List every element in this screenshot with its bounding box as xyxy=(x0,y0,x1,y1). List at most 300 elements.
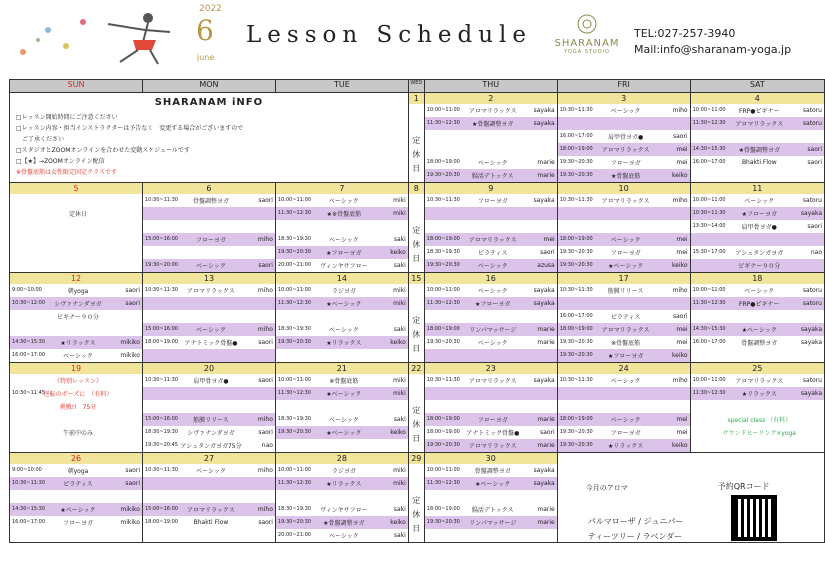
lesson-row[interactable] xyxy=(10,439,142,452)
day-cell[interactable] xyxy=(557,93,690,183)
lesson-row[interactable] xyxy=(10,490,142,503)
lesson-row[interactable] xyxy=(143,259,275,272)
day-cell[interactable] xyxy=(408,183,424,273)
lesson-row[interactable] xyxy=(143,336,275,349)
lesson-row[interactable] xyxy=(691,104,824,117)
week-row xyxy=(10,363,825,453)
lesson-row[interactable] xyxy=(276,439,408,452)
lesson-row[interactable] xyxy=(276,336,408,349)
lesson-row[interactable] xyxy=(10,323,142,336)
lesson-time: 18:30~19:30 xyxy=(144,429,178,435)
lesson-row[interactable] xyxy=(691,259,824,272)
date-number: 17 xyxy=(558,273,690,284)
lesson-row[interactable] xyxy=(276,284,408,297)
lesson-name: フローヨガ xyxy=(62,520,93,527)
lesson-name: 筋膜リリース xyxy=(193,417,229,424)
closed-label: 定休日 xyxy=(412,136,421,173)
lesson-row[interactable] xyxy=(558,233,690,246)
lesson-row[interactable] xyxy=(425,477,557,490)
lesson-time: 16:00~17:00 xyxy=(12,352,46,358)
lesson-name: ★リラックス xyxy=(741,391,777,398)
lesson-row[interactable] xyxy=(425,220,557,233)
instructor: saki xyxy=(393,416,406,423)
lesson-row[interactable] xyxy=(425,246,557,259)
day-cell[interactable] xyxy=(408,363,424,453)
lesson-row[interactable] xyxy=(143,464,275,477)
weekday-wed: WED xyxy=(408,80,424,93)
lesson-row[interactable] xyxy=(276,323,408,336)
lesson-row[interactable] xyxy=(10,349,142,362)
lesson-time: 19:30~20:30 xyxy=(426,172,460,178)
lesson-row[interactable] xyxy=(558,439,690,452)
lesson-name: ★ベーシック xyxy=(326,391,362,398)
day-cell[interactable] xyxy=(557,363,690,453)
day-cell[interactable] xyxy=(275,273,408,363)
lesson-name: 骨盤調整ヨガ xyxy=(192,198,229,205)
lesson-row[interactable] xyxy=(425,439,557,452)
lesson-row[interactable] xyxy=(276,503,408,516)
day-cell[interactable] xyxy=(10,183,143,273)
lesson-row[interactable] xyxy=(10,259,142,272)
instructor: sayaka xyxy=(533,480,555,487)
year: 2022 xyxy=(199,4,222,14)
lesson-time: 19:30~20:30 xyxy=(559,339,593,345)
instructor: saori xyxy=(125,300,140,307)
lesson-row[interactable] xyxy=(143,426,275,439)
lesson-name: ★リラックス xyxy=(326,340,362,347)
lesson-time: 10:00~11:00 xyxy=(692,377,726,383)
lesson-row[interactable] xyxy=(143,400,275,413)
lesson-row[interactable] xyxy=(691,387,824,400)
lesson-name: ラジヨガ xyxy=(331,468,356,475)
lesson-row[interactable] xyxy=(10,426,142,439)
day-cell[interactable] xyxy=(424,363,557,453)
instructor: marie xyxy=(537,159,555,166)
day-cell[interactable] xyxy=(557,273,690,363)
lesson-row[interactable] xyxy=(10,477,142,490)
instructor: satoru xyxy=(802,197,822,204)
lesson-name: FRP●ピギナー xyxy=(739,301,780,308)
day-cell[interactable] xyxy=(690,363,824,453)
lesson-name: ★フローヨガ xyxy=(741,211,777,218)
lesson-row[interactable] xyxy=(558,143,690,156)
lesson-row[interactable] xyxy=(425,464,557,477)
weekday-tue: TUE xyxy=(275,80,408,93)
lesson-name: ベーシック xyxy=(196,263,226,270)
lesson-row[interactable] xyxy=(276,297,408,310)
aroma-line: ティーツリー / ラベンダー xyxy=(587,532,683,541)
lesson-row[interactable] xyxy=(425,426,557,439)
lesson-row[interactable] xyxy=(10,516,142,529)
lesson-row[interactable] xyxy=(558,220,690,233)
lesson-row[interactable] xyxy=(425,336,557,349)
date-number: 7 xyxy=(276,183,408,194)
day-cell[interactable] xyxy=(424,183,557,273)
lesson-row[interactable] xyxy=(425,490,557,503)
instructor: mei xyxy=(676,416,688,423)
lesson-time: 18:00~19:00 xyxy=(426,159,460,165)
lesson-row[interactable] xyxy=(425,387,557,400)
instructor: keiko xyxy=(390,429,406,436)
lesson-name: ※骨盤底筋 xyxy=(611,340,641,347)
lesson-row[interactable] xyxy=(276,194,408,207)
lesson-row[interactable] xyxy=(691,169,824,182)
lesson-name: ヴィンヤサフロー xyxy=(320,263,368,270)
instructor: nao xyxy=(810,249,822,256)
date-number: 25 xyxy=(691,363,824,374)
lesson-row[interactable] xyxy=(276,220,408,233)
lesson-row[interactable] xyxy=(276,310,408,323)
lesson-time: 20:00~21:00 xyxy=(277,262,311,268)
lesson-name: 肩甲骨ヨガ● xyxy=(608,134,644,141)
lesson-name: 骨盤調整ヨガ xyxy=(474,468,511,475)
day-cell[interactable] xyxy=(557,183,690,273)
lesson-time: 11:30~12:30 xyxy=(277,480,311,486)
lesson-row[interactable] xyxy=(425,310,557,323)
day-cell[interactable] xyxy=(424,93,557,183)
lesson-row[interactable] xyxy=(558,349,690,362)
lesson-row[interactable] xyxy=(691,156,824,169)
lesson-row[interactable] xyxy=(691,310,824,323)
lesson-row[interactable] xyxy=(558,297,690,310)
lesson-time: 14:30~15:30 xyxy=(692,326,726,332)
lesson-name: ★リラックス xyxy=(608,443,644,450)
lesson-row[interactable] xyxy=(276,374,408,387)
lesson-row[interactable] xyxy=(558,194,690,207)
date-number: 28 xyxy=(276,453,408,464)
lesson-row[interactable] xyxy=(691,297,824,310)
lesson-row[interactable] xyxy=(558,426,690,439)
date-number: 16 xyxy=(425,273,557,284)
lesson-name: アロマリラックス xyxy=(468,237,517,244)
lesson-row[interactable] xyxy=(143,439,275,452)
lesson-row[interactable] xyxy=(425,297,557,310)
lesson-row[interactable] xyxy=(143,413,275,426)
lesson-name: 逆転のポーズに （有料） xyxy=(43,391,113,398)
lesson-row[interactable] xyxy=(691,233,824,246)
lesson-row[interactable] xyxy=(276,233,408,246)
lesson-name: ベーシック xyxy=(477,263,508,270)
lesson-name: ベーシック xyxy=(328,198,359,205)
lesson-row[interactable] xyxy=(276,246,408,259)
lesson-name: リンパマッサージ xyxy=(469,520,517,527)
lesson-row[interactable] xyxy=(691,143,824,156)
lesson-row[interactable] xyxy=(10,310,142,323)
lesson-row[interactable] xyxy=(10,413,142,426)
lesson-name: ★リラックス xyxy=(326,481,362,488)
lesson-row[interactable] xyxy=(691,130,824,143)
lesson-row[interactable] xyxy=(558,387,690,400)
lesson-row[interactable] xyxy=(691,194,824,207)
instructor: marie xyxy=(537,416,555,423)
lesson-time: 19:30~20:30 xyxy=(559,442,593,448)
lesson-name: アロマリラックス xyxy=(601,147,650,154)
lesson-row[interactable] xyxy=(143,220,275,233)
lesson-row[interactable] xyxy=(276,516,408,529)
lesson-row[interactable] xyxy=(691,207,824,220)
lesson-row[interactable] xyxy=(691,246,824,259)
instructor: miho xyxy=(672,377,688,384)
instructor: marie xyxy=(537,326,555,333)
lesson-time: 14:30~15:30 xyxy=(692,146,726,152)
instructor: marie xyxy=(537,339,555,346)
lesson-row[interactable] xyxy=(691,400,824,413)
lesson-row[interactable] xyxy=(558,207,690,220)
lesson-row[interactable] xyxy=(143,284,275,297)
instructor: mei xyxy=(676,429,688,436)
closed-label: 定休日 xyxy=(412,226,421,263)
lesson-row[interactable] xyxy=(558,156,690,169)
lesson-row[interactable] xyxy=(10,503,142,516)
lesson-row[interactable] xyxy=(276,477,408,490)
day-cell[interactable] xyxy=(275,183,408,273)
lesson-row[interactable] xyxy=(10,220,142,233)
lesson-row[interactable] xyxy=(10,387,142,400)
lesson-row[interactable] xyxy=(143,349,275,362)
day-cell[interactable] xyxy=(10,273,143,363)
date-number: 14 xyxy=(276,273,408,284)
lesson-row[interactable] xyxy=(691,426,824,439)
lesson-name: フローヨガ xyxy=(610,250,641,257)
lesson-row[interactable] xyxy=(558,336,690,349)
lesson-row[interactable] xyxy=(276,490,408,503)
lesson-row[interactable] xyxy=(425,413,557,426)
lesson-row[interactable] xyxy=(558,259,690,272)
lesson-row[interactable] xyxy=(425,323,557,336)
lesson-row[interactable] xyxy=(691,323,824,336)
lesson-row[interactable] xyxy=(143,516,275,529)
day-cell[interactable] xyxy=(408,93,424,183)
lesson-row[interactable] xyxy=(10,374,142,387)
lesson-time: 10:00~11:00 xyxy=(426,287,460,293)
lesson-row[interactable] xyxy=(10,464,142,477)
lesson-name: Bhakti Flow xyxy=(193,519,229,526)
lesson-row[interactable] xyxy=(425,259,557,272)
day-cell[interactable] xyxy=(690,93,824,183)
lesson-row[interactable] xyxy=(10,400,142,413)
lesson-row[interactable] xyxy=(558,130,690,143)
lesson-row[interactable] xyxy=(143,194,275,207)
instructor: mei xyxy=(676,159,688,166)
instructor: saki xyxy=(393,326,406,333)
instructor: saki xyxy=(393,506,406,513)
lesson-row[interactable] xyxy=(276,464,408,477)
lesson-row[interactable] xyxy=(143,490,275,503)
info-line: ご了承ください xyxy=(16,136,65,143)
week-row xyxy=(10,273,825,363)
lesson-row[interactable] xyxy=(143,233,275,246)
lesson-name: ベーシック xyxy=(196,327,226,334)
lesson-row[interactable] xyxy=(425,130,557,143)
lesson-name: アシュタンガヨガ75分 xyxy=(180,443,242,450)
instructor: miho xyxy=(672,287,688,294)
instructor: keiko xyxy=(672,172,688,179)
lesson-time: 10:30~11:30 xyxy=(144,197,178,203)
lesson-row[interactable] xyxy=(10,297,142,310)
instructor: sayaka xyxy=(800,339,822,346)
lesson-row[interactable] xyxy=(276,400,408,413)
day-cell[interactable] xyxy=(10,363,143,453)
lesson-row[interactable] xyxy=(425,233,557,246)
lesson-time: 10:00~11:00 xyxy=(426,467,460,473)
lesson-row[interactable] xyxy=(143,297,275,310)
lesson-name: シヴァナンダヨガ xyxy=(187,430,235,437)
day-cell[interactable] xyxy=(275,453,408,543)
lesson-row[interactable] xyxy=(558,400,690,413)
lesson-time: 11:30~12:30 xyxy=(277,390,311,396)
day-cell[interactable] xyxy=(690,273,824,363)
instructor: mei xyxy=(676,249,688,256)
lesson-row[interactable] xyxy=(143,207,275,220)
lesson-row[interactable] xyxy=(425,503,557,516)
lesson-row[interactable] xyxy=(558,104,690,117)
lesson-row[interactable] xyxy=(143,246,275,259)
lesson-row[interactable] xyxy=(425,349,557,362)
lesson-row[interactable] xyxy=(558,323,690,336)
day-cell[interactable] xyxy=(424,273,557,363)
lesson-row[interactable] xyxy=(558,117,690,130)
lesson-row[interactable] xyxy=(10,246,142,259)
lesson-row[interactable] xyxy=(558,374,690,387)
lesson-row[interactable] xyxy=(10,336,142,349)
lesson-time: 18:30~19:30 xyxy=(277,236,311,242)
lesson-row[interactable] xyxy=(425,143,557,156)
lesson-row[interactable] xyxy=(10,233,142,246)
lesson-row[interactable] xyxy=(558,246,690,259)
lesson-name: 朝yoga xyxy=(67,468,89,475)
info-note: ※骨盤底筋は女性限定固定クラスです xyxy=(16,169,117,176)
lesson-row[interactable] xyxy=(558,169,690,182)
lesson-name: 腸活デトックス xyxy=(471,173,514,180)
lesson-row[interactable] xyxy=(10,284,142,297)
lesson-row[interactable] xyxy=(425,169,557,182)
day-cell[interactable] xyxy=(142,453,275,543)
lesson-row[interactable] xyxy=(691,413,824,426)
lesson-row[interactable] xyxy=(143,323,275,336)
info-title: SHARANAM iNFO xyxy=(154,97,264,108)
instructor: miho xyxy=(672,197,688,204)
instructor: satoru xyxy=(802,287,822,294)
lesson-row[interactable] xyxy=(425,374,557,387)
date-number: 21 xyxy=(276,363,408,374)
day-cell[interactable] xyxy=(142,183,275,273)
lesson-time: 19:30~20:30 xyxy=(277,249,311,255)
lesson-name: アロマリラックス xyxy=(735,121,784,128)
lesson-row[interactable] xyxy=(691,439,824,452)
lesson-row[interactable] xyxy=(276,259,408,272)
lesson-row[interactable] xyxy=(276,349,408,362)
day-cell[interactable] xyxy=(408,453,424,543)
lesson-row[interactable] xyxy=(691,220,824,233)
lesson-name: ★ベーシック xyxy=(326,430,362,437)
lesson-name: ベーシック xyxy=(328,417,359,424)
lesson-row[interactable] xyxy=(276,207,408,220)
lesson-name: ★フローヨガ xyxy=(326,250,362,257)
lesson-row[interactable] xyxy=(425,516,557,529)
lesson-time: 10:30~11:30 xyxy=(144,377,178,383)
mail[interactable]: Mail:info@sharanam-yoga.jp xyxy=(634,43,792,56)
lesson-time: 16:00~17:00 xyxy=(559,313,593,319)
lesson-row[interactable] xyxy=(691,349,824,362)
lesson-row[interactable] xyxy=(143,387,275,400)
aroma-title: 今月のアロマ xyxy=(585,484,628,492)
date-number: 8 xyxy=(409,183,424,194)
lesson-row[interactable] xyxy=(276,413,408,426)
lesson-row[interactable] xyxy=(425,156,557,169)
lesson-row[interactable] xyxy=(10,207,142,220)
date-number: 15 xyxy=(409,273,424,284)
day-cell[interactable] xyxy=(557,453,824,543)
instructor: saori xyxy=(258,519,273,526)
lesson-row[interactable] xyxy=(143,310,275,323)
lesson-row[interactable] xyxy=(691,336,824,349)
instructor: miho xyxy=(257,326,273,333)
lesson-row[interactable] xyxy=(143,503,275,516)
date-number: 30 xyxy=(425,453,557,464)
day-cell[interactable] xyxy=(408,273,424,363)
lesson-name: 朝yoga xyxy=(67,288,89,295)
lesson-name: 挑戦!! 75分 xyxy=(59,404,97,411)
day-cell[interactable] xyxy=(142,273,275,363)
lesson-name: アロマリラックス xyxy=(601,327,650,334)
day-cell[interactable] xyxy=(275,363,408,453)
day-cell[interactable] xyxy=(142,363,275,453)
lesson-name: ★ベーシック xyxy=(326,301,362,308)
day-cell[interactable] xyxy=(10,453,143,543)
lesson-time: 19:30~20:30 xyxy=(426,442,460,448)
lesson-time: 19:30~20:30 xyxy=(426,339,460,345)
info-line: □レッスン内容・担当インストラクターは予告なく 変更する場合がございますので xyxy=(16,125,244,132)
weekday-mon: MON xyxy=(142,80,275,93)
instructor: marie xyxy=(537,442,555,449)
lesson-row[interactable] xyxy=(425,207,557,220)
qr-code[interactable] xyxy=(731,495,777,541)
lesson-row[interactable] xyxy=(143,374,275,387)
lesson-row[interactable] xyxy=(10,194,142,207)
lesson-row[interactable] xyxy=(276,387,408,400)
closed-label: 定休日 xyxy=(412,316,421,353)
lesson-row[interactable] xyxy=(425,117,557,130)
lesson-row[interactable] xyxy=(276,529,408,542)
aroma-line: パルマローザ / ジュニパー xyxy=(587,517,684,526)
day-cell[interactable] xyxy=(690,183,824,273)
lesson-row[interactable] xyxy=(425,284,557,297)
lesson-row[interactable] xyxy=(558,284,690,297)
lesson-row[interactable] xyxy=(558,310,690,323)
instructor: saori xyxy=(125,467,140,474)
lesson-time: 19:30~20:30 xyxy=(277,339,311,345)
lesson-row[interactable] xyxy=(691,117,824,130)
lesson-time: 19:30~20:30 xyxy=(559,172,593,178)
lesson-row[interactable] xyxy=(143,477,275,490)
instructor: saori xyxy=(258,377,273,384)
lesson-row[interactable] xyxy=(691,284,824,297)
lesson-time: 19:30~20:30 xyxy=(559,352,593,358)
instructor: sayaka xyxy=(533,120,555,127)
lesson-row[interactable] xyxy=(558,413,690,426)
lesson-row[interactable] xyxy=(425,194,557,207)
lesson-row[interactable] xyxy=(691,374,824,387)
lesson-row[interactable] xyxy=(276,426,408,439)
day-cell[interactable] xyxy=(424,453,557,543)
instructor: miho xyxy=(257,416,273,423)
instructor: mikiko xyxy=(120,506,140,513)
lesson-time: 18:00~19:00 xyxy=(144,339,178,345)
lesson-name: ★フローヨガ xyxy=(475,301,511,308)
lesson-name: ベーシック xyxy=(610,378,641,385)
lesson-row[interactable] xyxy=(425,104,557,117)
lesson-row[interactable] xyxy=(425,400,557,413)
